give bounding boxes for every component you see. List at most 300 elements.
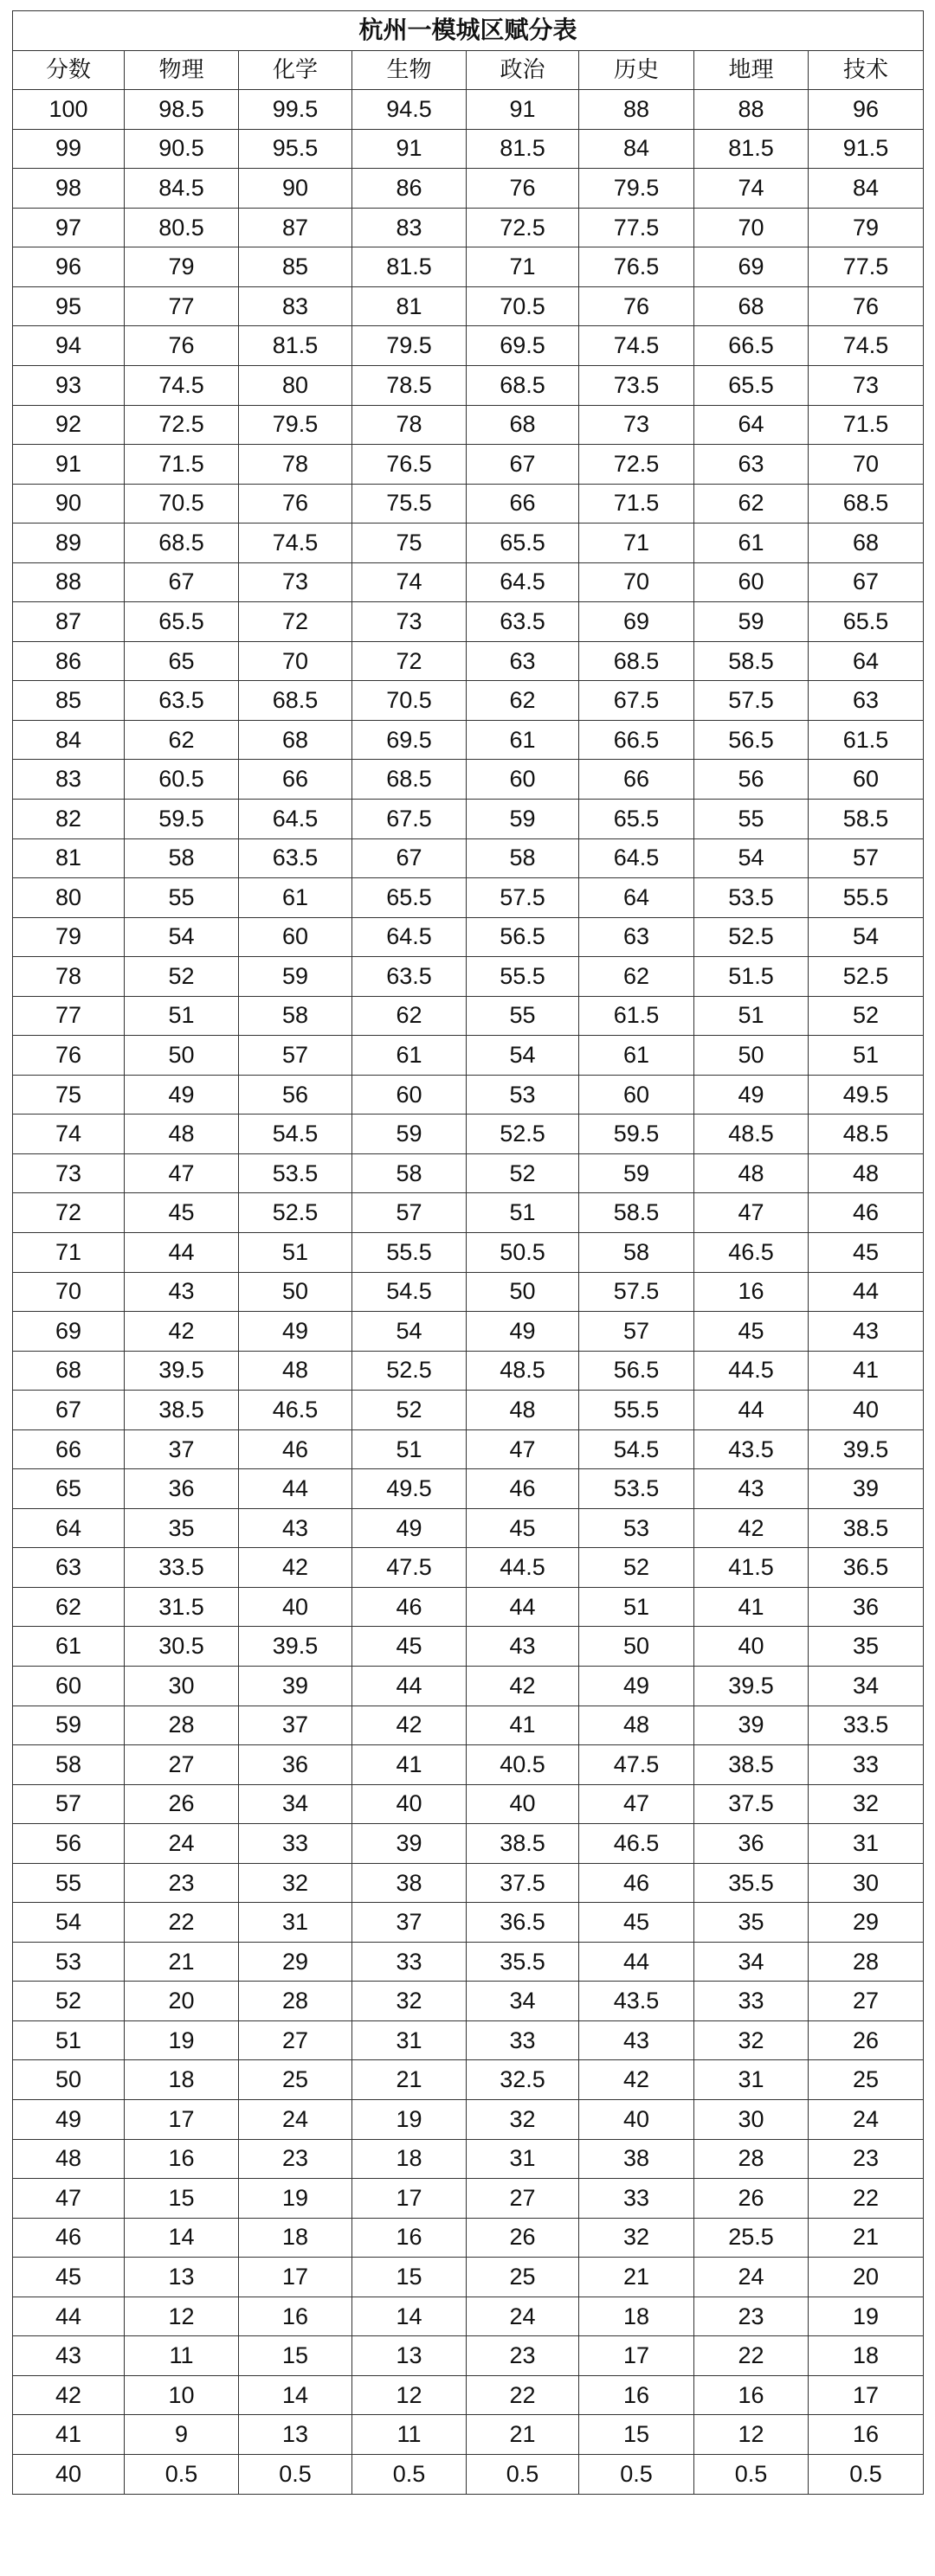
converted-score-cell: 70 <box>239 641 352 681</box>
converted-score-cell: 32 <box>239 1863 352 1903</box>
score-cell: 91 <box>13 445 125 485</box>
converted-score-cell: 55.5 <box>579 1391 694 1430</box>
converted-score-cell: 74.5 <box>239 524 352 563</box>
converted-score-cell: 23 <box>239 2139 352 2179</box>
converted-score-cell: 30 <box>125 1667 239 1706</box>
score-cell: 54 <box>13 1903 125 1943</box>
converted-score-cell: 73 <box>239 562 352 602</box>
table-row <box>13 326 924 366</box>
converted-score-cell: 39 <box>352 1824 467 1864</box>
table-row <box>13 1075 924 1115</box>
converted-score-cell: 83 <box>352 208 467 247</box>
score-cell: 99 <box>13 129 125 169</box>
converted-score-cell: 0.5 <box>239 2454 352 2494</box>
converted-score-cell: 33 <box>579 2179 694 2219</box>
converted-score-cell: 62 <box>467 681 579 721</box>
converted-score-cell: 62 <box>352 996 467 1036</box>
converted-score-cell: 51 <box>809 1036 924 1076</box>
converted-score-cell: 62 <box>579 957 694 997</box>
converted-score-cell: 66.5 <box>694 326 809 366</box>
converted-score-cell: 46 <box>352 1587 467 1627</box>
converted-score-cell: 37 <box>239 1706 352 1745</box>
converted-score-cell: 76 <box>579 286 694 326</box>
converted-score-cell: 35 <box>809 1627 924 1667</box>
table-row <box>13 2454 924 2494</box>
converted-score-cell: 10 <box>125 2375 239 2415</box>
converted-score-cell: 51 <box>467 1193 579 1233</box>
converted-score-cell: 30 <box>809 1863 924 1903</box>
table-row <box>13 2297 924 2336</box>
converted-score-cell: 59 <box>352 1115 467 1154</box>
converted-score-cell: 81 <box>352 286 467 326</box>
converted-score-cell: 48 <box>809 1153 924 1193</box>
converted-score-cell: 54 <box>694 838 809 878</box>
table-row <box>13 2020 924 2060</box>
converted-score-cell: 60 <box>239 917 352 957</box>
converted-score-cell: 41 <box>467 1706 579 1745</box>
converted-score-cell: 25 <box>239 2060 352 2100</box>
converted-score-cell: 55.5 <box>467 957 579 997</box>
score-cell: 58 <box>13 1745 125 1785</box>
converted-score-cell: 19 <box>352 2100 467 2140</box>
converted-score-cell: 37 <box>352 1903 467 1943</box>
converted-score-cell: 38.5 <box>694 1745 809 1785</box>
score-cell: 56 <box>13 1824 125 1864</box>
converted-score-cell: 53 <box>467 1075 579 1115</box>
table-row <box>13 169 924 209</box>
converted-score-cell: 99.5 <box>239 90 352 130</box>
converted-score-cell: 91 <box>467 90 579 130</box>
converted-score-cell: 16 <box>694 2375 809 2415</box>
table-row <box>13 1587 924 1627</box>
table-row <box>13 1706 924 1745</box>
converted-score-cell: 27 <box>809 1982 924 2021</box>
converted-score-cell: 15 <box>239 2336 352 2376</box>
converted-score-cell: 12 <box>125 2297 239 2336</box>
converted-score-cell: 18 <box>352 2139 467 2179</box>
converted-score-cell: 70.5 <box>467 286 579 326</box>
converted-score-cell: 57 <box>809 838 924 878</box>
converted-score-cell: 72.5 <box>125 405 239 445</box>
table-row <box>13 405 924 445</box>
table-row <box>13 2100 924 2140</box>
score-cell: 63 <box>13 1548 125 1588</box>
converted-score-cell: 46 <box>579 1863 694 1903</box>
converted-score-cell: 31 <box>352 2020 467 2060</box>
converted-score-cell: 35 <box>694 1903 809 1943</box>
converted-score-cell: 63.5 <box>239 838 352 878</box>
converted-score-cell: 37 <box>125 1429 239 1469</box>
score-cell: 55 <box>13 1863 125 1903</box>
converted-score-cell: 39.5 <box>694 1667 809 1706</box>
converted-score-cell: 30.5 <box>125 1627 239 1667</box>
table-row <box>13 90 924 130</box>
converted-score-cell: 78 <box>352 405 467 445</box>
converted-score-cell: 27 <box>467 2179 579 2219</box>
converted-score-cell: 64.5 <box>239 799 352 838</box>
score-cell: 72 <box>13 1193 125 1233</box>
converted-score-cell: 36.5 <box>467 1903 579 1943</box>
converted-score-cell: 54 <box>125 917 239 957</box>
converted-score-cell: 95.5 <box>239 129 352 169</box>
converted-score-cell: 76 <box>467 169 579 209</box>
table-row <box>13 1272 924 1312</box>
converted-score-cell: 83 <box>239 286 352 326</box>
table-row <box>13 1863 924 1903</box>
score-cell: 59 <box>13 1706 125 1745</box>
converted-score-cell: 65.5 <box>694 365 809 405</box>
converted-score-cell: 62 <box>125 720 239 760</box>
converted-score-cell: 60 <box>352 1075 467 1115</box>
converted-score-cell: 52 <box>125 957 239 997</box>
converted-score-cell: 17 <box>125 2100 239 2140</box>
converted-score-cell: 58 <box>467 838 579 878</box>
converted-score-cell: 84.5 <box>125 169 239 209</box>
converted-score-cell: 57.5 <box>579 1272 694 1312</box>
converted-score-cell: 47 <box>467 1429 579 1469</box>
converted-score-cell: 64.5 <box>352 917 467 957</box>
converted-score-cell: 38 <box>579 2139 694 2179</box>
score-table-container <box>12 10 923 2495</box>
converted-score-cell: 72.5 <box>467 208 579 247</box>
converted-score-cell: 29 <box>239 1942 352 1982</box>
converted-score-cell: 98.5 <box>125 90 239 130</box>
converted-score-cell: 76 <box>239 484 352 524</box>
table-row <box>13 1233 924 1273</box>
table-row <box>13 1312 924 1352</box>
converted-score-cell: 76 <box>125 326 239 366</box>
converted-score-cell: 0.5 <box>125 2454 239 2494</box>
converted-score-cell: 45 <box>467 1508 579 1548</box>
converted-score-cell: 90 <box>239 169 352 209</box>
converted-score-cell: 65.5 <box>467 524 579 563</box>
converted-score-cell: 23 <box>694 2297 809 2336</box>
converted-score-cell: 69 <box>579 602 694 642</box>
converted-score-cell: 45 <box>125 1193 239 1233</box>
converted-score-cell: 13 <box>352 2336 467 2376</box>
table-row <box>13 1115 924 1154</box>
converted-score-cell: 58 <box>352 1153 467 1193</box>
converted-score-cell: 42 <box>125 1312 239 1352</box>
converted-score-cell: 32 <box>694 2020 809 2060</box>
converted-score-cell: 75.5 <box>352 484 467 524</box>
score-cell: 61 <box>13 1627 125 1667</box>
converted-score-cell: 65.5 <box>352 878 467 918</box>
converted-score-cell: 14 <box>239 2375 352 2415</box>
converted-score-cell: 63 <box>694 445 809 485</box>
converted-score-cell: 49 <box>579 1667 694 1706</box>
converted-score-cell: 23 <box>125 1863 239 1903</box>
converted-score-cell: 68.5 <box>579 641 694 681</box>
converted-score-cell: 36 <box>239 1745 352 1785</box>
converted-score-cell: 65 <box>125 641 239 681</box>
converted-score-cell: 0.5 <box>352 2454 467 2494</box>
converted-score-cell: 26 <box>809 2020 924 2060</box>
converted-score-cell: 44 <box>467 1587 579 1627</box>
converted-score-cell: 34 <box>809 1667 924 1706</box>
converted-score-cell: 24 <box>694 2258 809 2297</box>
table-row <box>13 1193 924 1233</box>
converted-score-cell: 36 <box>125 1469 239 1509</box>
converted-score-cell: 53.5 <box>239 1153 352 1193</box>
converted-score-cell: 88 <box>579 90 694 130</box>
converted-score-cell: 90.5 <box>125 129 239 169</box>
converted-score-cell: 68.5 <box>239 681 352 721</box>
column-header: 政治 <box>467 50 579 90</box>
converted-score-cell: 18 <box>125 2060 239 2100</box>
converted-score-cell: 55.5 <box>352 1233 467 1273</box>
converted-score-cell: 67 <box>352 838 467 878</box>
converted-score-cell: 74.5 <box>579 326 694 366</box>
converted-score-cell: 70 <box>809 445 924 485</box>
converted-score-cell: 56 <box>694 760 809 800</box>
table-row <box>13 957 924 997</box>
converted-score-cell: 69.5 <box>467 326 579 366</box>
score-cell: 70 <box>13 1272 125 1312</box>
converted-score-cell: 26 <box>694 2179 809 2219</box>
converted-score-cell: 46 <box>239 1429 352 1469</box>
converted-score-cell: 42 <box>467 1667 579 1706</box>
converted-score-cell: 39.5 <box>125 1351 239 1391</box>
converted-score-cell: 38.5 <box>467 1824 579 1864</box>
converted-score-cell: 68.5 <box>352 760 467 800</box>
converted-score-cell: 67 <box>125 562 239 602</box>
converted-score-cell: 14 <box>352 2297 467 2336</box>
converted-score-cell: 72.5 <box>579 445 694 485</box>
converted-score-cell: 31 <box>239 1903 352 1943</box>
converted-score-cell: 62 <box>694 484 809 524</box>
title-row <box>13 11 924 51</box>
converted-score-cell: 58.5 <box>694 641 809 681</box>
converted-score-cell: 71 <box>579 524 694 563</box>
converted-score-cell: 25 <box>467 2258 579 2297</box>
table-row <box>13 1391 924 1430</box>
score-cell: 89 <box>13 524 125 563</box>
converted-score-cell: 25.5 <box>694 2218 809 2258</box>
table-row <box>13 2415 924 2455</box>
converted-score-cell: 33 <box>352 1942 467 1982</box>
converted-score-cell: 59 <box>694 602 809 642</box>
converted-score-cell: 91.5 <box>809 129 924 169</box>
score-cell: 77 <box>13 996 125 1036</box>
converted-score-cell: 44 <box>352 1667 467 1706</box>
converted-score-cell: 60 <box>467 760 579 800</box>
converted-score-cell: 25 <box>809 2060 924 2100</box>
table-row <box>13 1784 924 1824</box>
converted-score-cell: 72 <box>352 641 467 681</box>
table-row <box>13 2060 924 2100</box>
converted-score-cell: 69.5 <box>352 720 467 760</box>
converted-score-cell: 51 <box>352 1429 467 1469</box>
converted-score-cell: 81.5 <box>467 129 579 169</box>
converted-score-cell: 79 <box>809 208 924 247</box>
converted-score-cell: 47 <box>579 1784 694 1824</box>
converted-score-cell: 58 <box>579 1233 694 1273</box>
score-cell: 80 <box>13 878 125 918</box>
converted-score-cell: 40 <box>352 1784 467 1824</box>
converted-score-cell: 63.5 <box>352 957 467 997</box>
converted-score-cell: 67 <box>809 562 924 602</box>
converted-score-cell: 38.5 <box>809 1508 924 1548</box>
converted-score-cell: 12 <box>694 2415 809 2455</box>
converted-score-cell: 13 <box>239 2415 352 2455</box>
converted-score-cell: 36.5 <box>809 1548 924 1588</box>
score-cell: 68 <box>13 1351 125 1391</box>
converted-score-cell: 27 <box>239 2020 352 2060</box>
table-row <box>13 2258 924 2297</box>
score-cell: 83 <box>13 760 125 800</box>
converted-score-cell: 81.5 <box>352 247 467 287</box>
converted-score-cell: 79 <box>125 247 239 287</box>
converted-score-cell: 17 <box>579 2336 694 2376</box>
converted-score-cell: 72 <box>239 602 352 642</box>
converted-score-cell: 42 <box>579 2060 694 2100</box>
converted-score-cell: 41 <box>809 1351 924 1391</box>
converted-score-cell: 0.5 <box>809 2454 924 2494</box>
converted-score-cell: 43 <box>125 1272 239 1312</box>
converted-score-cell: 49 <box>352 1508 467 1548</box>
converted-score-cell: 52 <box>467 1153 579 1193</box>
converted-score-cell: 75 <box>352 524 467 563</box>
converted-score-cell: 60 <box>579 1075 694 1115</box>
converted-score-cell: 65.5 <box>579 799 694 838</box>
converted-score-cell: 39 <box>809 1469 924 1509</box>
converted-score-cell: 59.5 <box>125 799 239 838</box>
table-row <box>13 1627 924 1667</box>
converted-score-cell: 32 <box>579 2218 694 2258</box>
table-row <box>13 2179 924 2219</box>
score-cell: 96 <box>13 247 125 287</box>
score-cell: 79 <box>13 917 125 957</box>
converted-score-cell: 54.5 <box>352 1272 467 1312</box>
converted-score-cell: 67.5 <box>579 681 694 721</box>
converted-score-cell: 55 <box>125 878 239 918</box>
score-cell: 78 <box>13 957 125 997</box>
converted-score-cell: 31.5 <box>125 1587 239 1627</box>
converted-score-cell: 81.5 <box>694 129 809 169</box>
column-header: 历史 <box>579 50 694 90</box>
converted-score-cell: 66 <box>239 760 352 800</box>
converted-score-cell: 33 <box>694 1982 809 2021</box>
converted-score-cell: 73 <box>809 365 924 405</box>
converted-score-cell: 55.5 <box>809 878 924 918</box>
converted-score-cell: 55 <box>694 799 809 838</box>
converted-score-cell: 36 <box>694 1824 809 1864</box>
converted-score-cell: 16 <box>694 1272 809 1312</box>
converted-score-cell: 60.5 <box>125 760 239 800</box>
converted-score-cell: 45 <box>694 1312 809 1352</box>
converted-score-cell: 54 <box>467 1036 579 1076</box>
converted-score-cell: 79.5 <box>239 405 352 445</box>
converted-score-cell: 76.5 <box>579 247 694 287</box>
converted-score-cell: 57 <box>239 1036 352 1076</box>
converted-score-cell: 13 <box>125 2258 239 2297</box>
converted-score-cell: 44.5 <box>694 1351 809 1391</box>
score-cell: 92 <box>13 405 125 445</box>
table-row <box>13 484 924 524</box>
converted-score-cell: 84 <box>809 169 924 209</box>
converted-score-cell: 26 <box>467 2218 579 2258</box>
converted-score-cell: 22 <box>694 2336 809 2376</box>
score-cell: 93 <box>13 365 125 405</box>
converted-score-cell: 42 <box>694 1508 809 1548</box>
converted-score-cell: 70 <box>694 208 809 247</box>
converted-score-cell: 77.5 <box>579 208 694 247</box>
score-cell: 73 <box>13 1153 125 1193</box>
converted-score-cell: 63.5 <box>467 602 579 642</box>
converted-score-cell: 59 <box>467 799 579 838</box>
table-row <box>13 838 924 878</box>
converted-score-cell: 41.5 <box>694 1548 809 1588</box>
score-cell: 65 <box>13 1469 125 1509</box>
converted-score-cell: 53.5 <box>579 1469 694 1509</box>
converted-score-cell: 16 <box>239 2297 352 2336</box>
converted-score-cell: 60 <box>694 562 809 602</box>
converted-score-cell: 46 <box>809 1193 924 1233</box>
converted-score-cell: 86 <box>352 169 467 209</box>
converted-score-cell: 49 <box>125 1075 239 1115</box>
score-cell: 48 <box>13 2139 125 2179</box>
converted-score-cell: 61 <box>467 720 579 760</box>
converted-score-cell: 50.5 <box>467 1233 579 1273</box>
converted-score-cell: 64.5 <box>467 562 579 602</box>
converted-score-cell: 15 <box>579 2415 694 2455</box>
table-row <box>13 1824 924 1864</box>
table-row <box>13 799 924 838</box>
converted-score-cell: 34 <box>239 1784 352 1824</box>
converted-score-cell: 65.5 <box>125 602 239 642</box>
converted-score-cell: 74.5 <box>125 365 239 405</box>
converted-score-cell: 45 <box>579 1903 694 1943</box>
converted-score-cell: 43 <box>579 2020 694 2060</box>
converted-score-cell: 58.5 <box>809 799 924 838</box>
table-row <box>13 1942 924 1982</box>
converted-score-cell: 43 <box>239 1508 352 1548</box>
table-row <box>13 602 924 642</box>
converted-score-cell: 50 <box>694 1036 809 1076</box>
converted-score-cell: 21 <box>352 2060 467 2100</box>
converted-score-cell: 49 <box>694 1075 809 1115</box>
converted-score-cell: 59 <box>579 1153 694 1193</box>
converted-score-cell: 32 <box>809 1784 924 1824</box>
converted-score-cell: 49 <box>467 1312 579 1352</box>
converted-score-cell: 28 <box>239 1982 352 2021</box>
converted-score-cell: 46 <box>467 1469 579 1509</box>
converted-score-cell: 0.5 <box>579 2454 694 2494</box>
table-row <box>13 1903 924 1943</box>
converted-score-cell: 14 <box>125 2218 239 2258</box>
score-cell: 87 <box>13 602 125 642</box>
converted-score-cell: 55 <box>467 996 579 1036</box>
converted-score-cell: 52 <box>352 1391 467 1430</box>
converted-score-cell: 11 <box>352 2415 467 2455</box>
converted-score-cell: 47.5 <box>579 1745 694 1785</box>
converted-score-cell: 78 <box>239 445 352 485</box>
converted-score-cell: 39.5 <box>809 1429 924 1469</box>
converted-score-cell: 54.5 <box>239 1115 352 1154</box>
converted-score-cell: 45 <box>809 1233 924 1273</box>
converted-score-cell: 47 <box>694 1193 809 1233</box>
converted-score-cell: 52 <box>579 1548 694 1588</box>
converted-score-cell: 26 <box>125 1784 239 1824</box>
score-cell: 76 <box>13 1036 125 1076</box>
converted-score-cell: 17 <box>809 2375 924 2415</box>
column-header: 地理 <box>694 50 809 90</box>
converted-score-cell: 68.5 <box>125 524 239 563</box>
score-cell: 75 <box>13 1075 125 1115</box>
converted-score-cell: 73 <box>352 602 467 642</box>
converted-score-cell: 58 <box>239 996 352 1036</box>
